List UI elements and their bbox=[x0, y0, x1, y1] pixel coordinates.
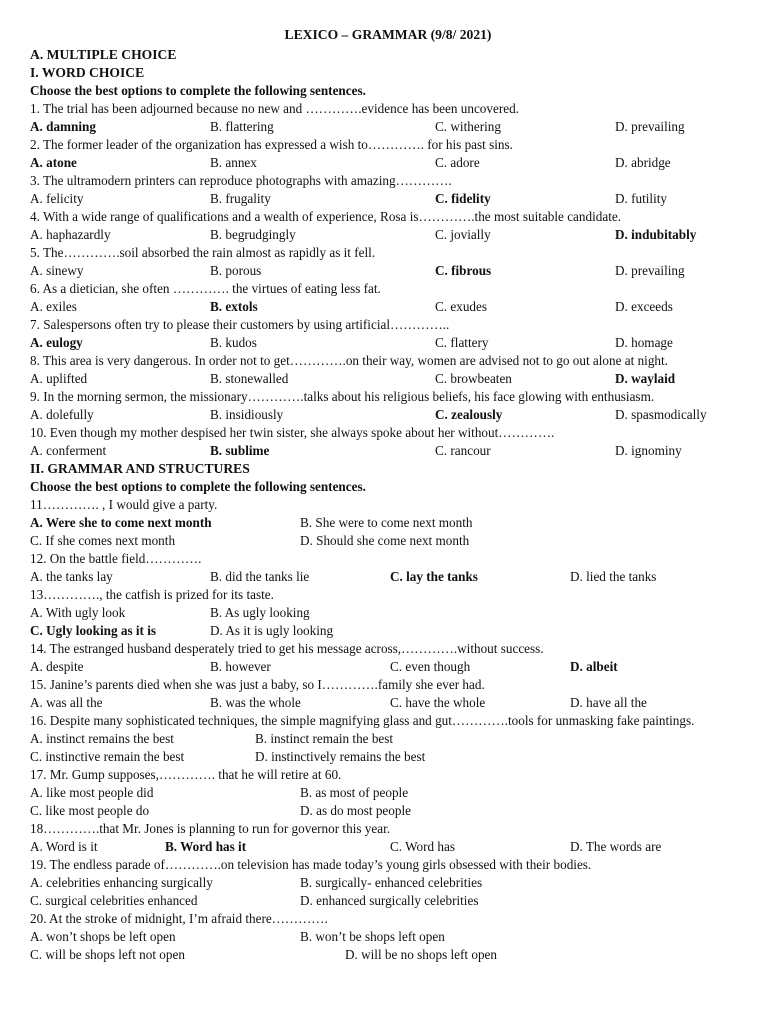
option-d: D. ignominy bbox=[615, 442, 682, 458]
option-b: B. insidiously bbox=[210, 406, 284, 422]
question-text: 1. The trial has been adjourned because no new and ………….evidence has been uncovered. bbox=[30, 101, 519, 116]
options-row bbox=[30, 226, 746, 244]
question-text: 11…………. , I would give a party. bbox=[30, 496, 218, 512]
question-text: 5. The………….soil absorbed the rain almost as rapidly as it fell. bbox=[30, 245, 376, 260]
option-a: A. the tanks lay bbox=[30, 568, 113, 584]
option-b: B. porous bbox=[210, 263, 262, 278]
option-b: B. begrudgingly bbox=[210, 227, 296, 242]
option-c: C. jovially bbox=[435, 227, 491, 242]
option-a: A. despite bbox=[30, 658, 84, 674]
option-b: B. She were to come next month bbox=[300, 514, 473, 530]
question-text: 3. The ultramodern printers can reproduce photographs with amazing…………. bbox=[30, 173, 452, 188]
part-heading: A. MULTIPLE CHOICE bbox=[30, 47, 177, 62]
option-d: D. will be no shops left open bbox=[345, 946, 498, 962]
option-b: B. kudos bbox=[210, 335, 257, 350]
option-c: C. zealously bbox=[435, 406, 503, 422]
option-d: D. abridge bbox=[615, 155, 671, 170]
option-b: B. instinct remain the best bbox=[255, 730, 394, 746]
options-row bbox=[30, 694, 746, 712]
option-d: D. Should she come next month bbox=[300, 532, 470, 548]
question-text: 2. The former leader of the organization has expressed a wish to…………. for his past sins. bbox=[30, 137, 513, 152]
options-row bbox=[30, 532, 746, 550]
question-text: 12. On the battle field…………. bbox=[30, 550, 202, 566]
options-row bbox=[30, 370, 746, 388]
options-row bbox=[30, 334, 746, 352]
option-c: C. adore bbox=[435, 155, 480, 170]
options-row bbox=[30, 748, 746, 766]
option-d: D. prevailing bbox=[615, 263, 685, 278]
option-b: B. as most of people bbox=[300, 784, 409, 800]
option-d: D. futility bbox=[615, 191, 668, 206]
option-a: A. felicity bbox=[30, 191, 84, 206]
option-b: B. annex bbox=[210, 155, 257, 170]
option-a: A. haphazardly bbox=[30, 227, 111, 242]
options-row bbox=[30, 514, 746, 532]
options-row bbox=[30, 298, 746, 316]
option-c: C. even though bbox=[390, 658, 471, 674]
option-d: D. waylaid bbox=[615, 370, 676, 386]
worksheet-content bbox=[30, 64, 746, 964]
option-d: D. lied the tanks bbox=[570, 568, 657, 584]
options-row bbox=[30, 622, 746, 640]
option-a: A. was all the bbox=[30, 694, 103, 710]
options-row bbox=[30, 406, 746, 424]
section-instruction: Choose the best options to complete the following sentences. bbox=[30, 83, 366, 98]
options-row bbox=[30, 730, 746, 748]
options-row bbox=[30, 190, 746, 208]
option-a: A. sinewy bbox=[30, 263, 84, 278]
question-text: 9. In the morning sermon, the missionary………….talks about his religious beliefs, his face glowing with enthusiasm. bbox=[30, 388, 655, 404]
option-d: D. have all the bbox=[570, 694, 647, 710]
options-row bbox=[30, 928, 746, 946]
option-b: B. was the whole bbox=[210, 694, 301, 710]
options-row bbox=[30, 604, 746, 622]
option-a: A. celebrities enhancing surgically bbox=[30, 874, 213, 890]
options-row bbox=[30, 262, 746, 280]
options-row bbox=[30, 802, 746, 820]
options-row bbox=[30, 568, 746, 586]
option-d: D. prevailing bbox=[615, 119, 685, 134]
worksheet bbox=[30, 26, 746, 964]
option-c: C. fibrous bbox=[435, 263, 492, 278]
option-b: B. won’t be shops left open bbox=[300, 928, 445, 944]
section-instruction: Choose the best options to complete the following sentences. bbox=[30, 478, 366, 494]
question-text: 15. Janine’s parents died when she was just a baby, so I………….family she ever had. bbox=[30, 676, 485, 692]
question-text: 6. As a dietician, she often …………. the virtues of eating less fat. bbox=[30, 281, 381, 296]
option-a: A. like most people did bbox=[30, 784, 154, 800]
option-a: A. damning bbox=[30, 119, 96, 134]
option-c: C. fidelity bbox=[435, 191, 491, 206]
question-text: 13…………., the catfish is prized for its taste. bbox=[30, 586, 274, 602]
options-row bbox=[30, 658, 746, 676]
question-text: 14. The estranged husband desperately tried to get his message across,………….without success. bbox=[30, 640, 544, 656]
options-row bbox=[30, 874, 746, 892]
section-heading: II. GRAMMAR AND STRUCTURES bbox=[30, 460, 250, 476]
option-a: A. exiles bbox=[30, 299, 77, 314]
option-c: C. surgical celebrities enhanced bbox=[30, 892, 198, 908]
question-text: 20. At the stroke of midnight, I’m afraid there…………. bbox=[30, 910, 328, 926]
option-d: D. homage bbox=[615, 335, 673, 350]
option-c: C. will be shops left not open bbox=[30, 946, 185, 962]
option-a: A. atone bbox=[30, 155, 77, 170]
option-b: B. surgically- enhanced celebrities bbox=[300, 874, 483, 890]
option-a: A. dolefully bbox=[30, 406, 94, 422]
option-b: B. extols bbox=[210, 299, 258, 314]
option-b: B. Word has it bbox=[165, 838, 247, 854]
question-text: 19. The endless parade of………….on television has made today’s young girls obsessed with their bodies. bbox=[30, 856, 592, 872]
option-b: B. As ugly looking bbox=[210, 604, 310, 620]
option-c: C. browbeaten bbox=[435, 370, 512, 386]
option-a: A. Word is it bbox=[30, 838, 98, 854]
option-c: C. withering bbox=[435, 119, 501, 134]
options-row bbox=[30, 118, 746, 136]
option-c: C. Ugly looking as it is bbox=[30, 622, 157, 638]
options-row bbox=[30, 784, 746, 802]
option-d: D. as do most people bbox=[300, 802, 411, 818]
option-d: D. enhanced surgically celebrities bbox=[300, 892, 479, 908]
options-row bbox=[30, 892, 746, 910]
question-text: 16. Despite many sophisticated techniques, the simple magnifying glass and gut………….tools for unmasking fake paintings. bbox=[30, 712, 695, 728]
option-c: C. instinctive remain the best bbox=[30, 748, 185, 764]
option-a: A. Were she to come next month bbox=[30, 514, 212, 530]
option-b: B. stonewalled bbox=[210, 370, 289, 386]
option-d: D. spasmodically bbox=[615, 406, 707, 422]
option-d: D. albeit bbox=[570, 658, 618, 674]
question-text: 4. With a wide range of qualifications and a wealth of experience, Rosa is………….the most suitable candidate. bbox=[30, 209, 622, 224]
page-title: LEXICO – GRAMMAR (9/8/ 2021) bbox=[284, 27, 492, 42]
option-c: C. rancour bbox=[435, 442, 491, 458]
option-c: C. have the whole bbox=[390, 694, 486, 710]
option-c: C. Word has bbox=[390, 838, 455, 854]
question-text: 18………….that Mr. Jones is planning to run for governor this year. bbox=[30, 820, 391, 836]
option-d: D. indubitably bbox=[615, 227, 697, 242]
option-b: B. flattering bbox=[210, 119, 274, 134]
option-a: A. uplifted bbox=[30, 370, 88, 386]
option-a: A. won’t shops be left open bbox=[30, 928, 176, 944]
option-a: A. instinct remains the best bbox=[30, 730, 174, 746]
options-row bbox=[30, 442, 746, 460]
option-b: B. frugality bbox=[210, 191, 271, 206]
option-c: C. like most people do bbox=[30, 802, 150, 818]
options-row bbox=[30, 838, 746, 856]
question-text: 7. Salespersons often try to please their customers by using artificial………….. bbox=[30, 317, 450, 332]
option-d: D. exceeds bbox=[615, 299, 673, 314]
options-row bbox=[30, 946, 746, 964]
options-row bbox=[30, 154, 746, 172]
option-c: C. flattery bbox=[435, 335, 489, 350]
option-d: D. instinctively remains the best bbox=[255, 748, 426, 764]
option-b: B. sublime bbox=[210, 442, 270, 458]
option-a: A. With ugly look bbox=[30, 604, 126, 620]
question-text: 8. This area is very dangerous. In order not to get………….on their way, women are advised not to go out alone at night. bbox=[30, 353, 668, 368]
option-c: C. If she comes next month bbox=[30, 532, 176, 548]
option-c: C. exudes bbox=[435, 299, 488, 314]
option-a: A. conferment bbox=[30, 442, 107, 458]
section-heading: I. WORD CHOICE bbox=[30, 65, 145, 80]
option-d: D. The words are bbox=[570, 838, 662, 854]
option-b: B. however bbox=[210, 658, 271, 674]
option-a: A. eulogy bbox=[30, 335, 83, 350]
option-b: B. did the tanks lie bbox=[210, 568, 310, 584]
question-text: 10. Even though my mother despised her twin sister, she always spoke about her without…………. bbox=[30, 424, 555, 440]
question-text: 17. Mr. Gump supposes,…………. that he will retire at 60. bbox=[30, 766, 342, 782]
option-c: C. lay the tanks bbox=[390, 568, 478, 584]
option-d: D. As it is ugly looking bbox=[210, 622, 334, 638]
